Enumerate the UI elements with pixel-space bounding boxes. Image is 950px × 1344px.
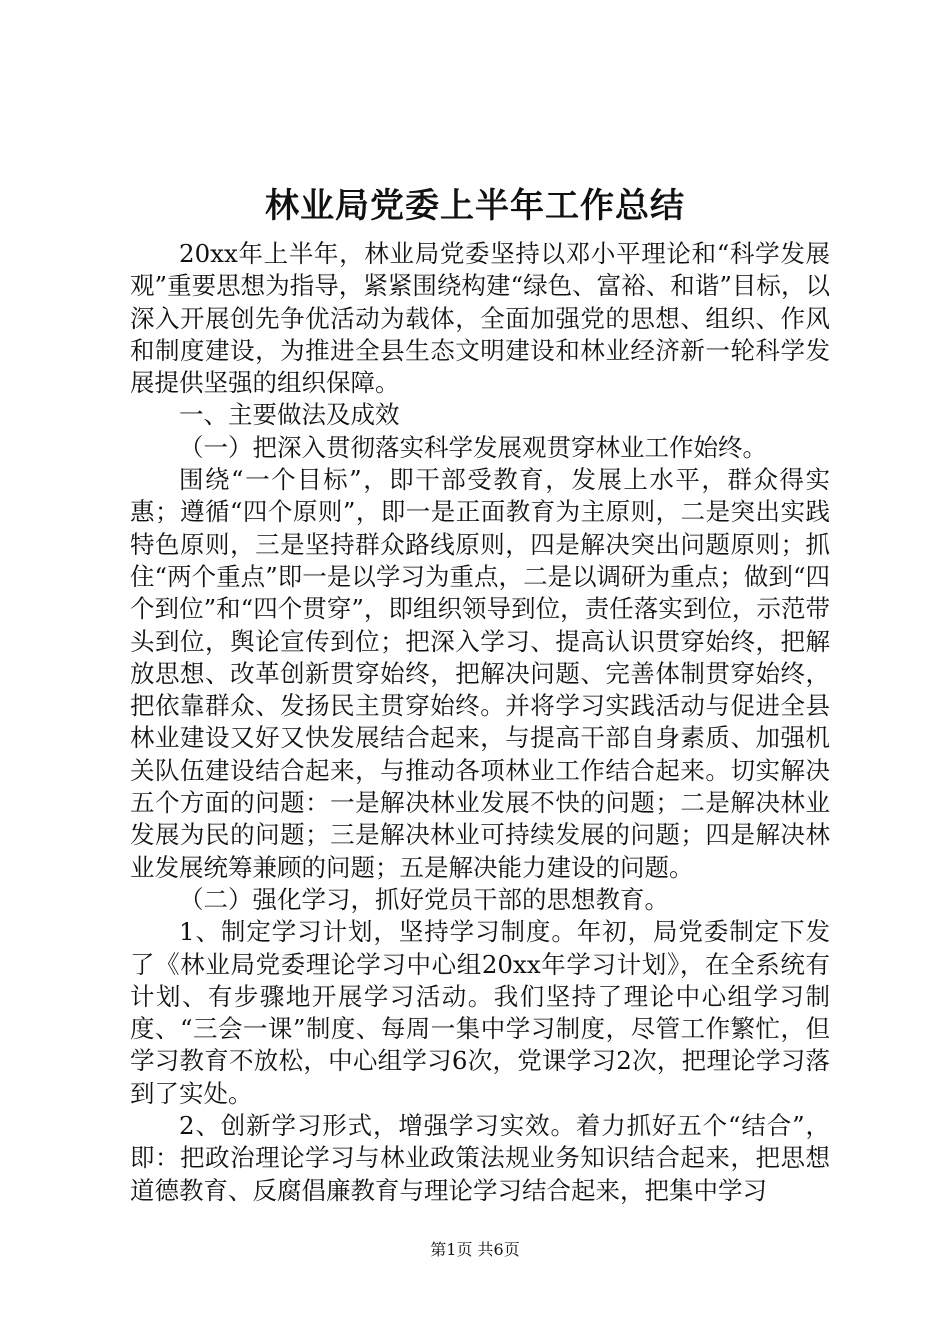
subsection-heading-2: （二）强化学习，抓好党员干部的思想教育。 — [179, 884, 669, 914]
page-number: 第1页 共6页 — [430, 1240, 520, 1259]
document-body — [130, 238, 830, 1207]
paragraph-study-form: 2、创新学习形式，增强学习实效。着力抓好五个“结合”，即：把政治理论学习与林业政策法规业务知识结合起来，把思想道德教育、反腐倡廉教育与理论学习结合起来，把集中学习 — [130, 1111, 830, 1205]
page-title: 林业局党委上半年工作总结 — [265, 186, 685, 226]
paragraph-intro: 20xx年上半年，林业局党委坚持以邓小平理论和“科学发展观”重要思想为指导，紧紧围绕构建“绿色、富裕、和谐”目标，以深入开展创先争优活动为载体，全面加强党的思想、组织、作风和制度建设，为推进全县生态文明建设和林业经济新一轮科学发展提供坚强的组织保障。 — [130, 239, 830, 398]
section-heading: 一、主要做法及成效 — [179, 400, 400, 430]
subsection-heading-1: （一）把深入贯彻落实科学发展观贯穿林业工作始终。 — [179, 432, 767, 462]
paragraph-body-1: 围绕“一个目标”，即干部受教育，发展上水平，群众得实惠；遵循“四个原则”，即一是正面教育为主原则，二是突出实践特色原则，三是坚持群众路线原则，四是解决突出问题原则；抓住“两个重点”即一是以学习为重点，二是以调研为重点；做到“四个到位”和“四个贯穿”，即组织领导到位，责任落实到位，示范带头到位，舆论宣传到位；把深入学习、提高认识贯穿始终，把解放思想、改革创新贯穿始终，把解决问题、完善体制贯穿始终，把依靠群众、发扬民主贯穿始终。并将学习实践活动与促进全县林业建设又好又快发展结合起来，与提高干部自身素质、加强机关队伍建设结合起来，与推动各项林业工作结合起来。切实解决五个方面的问题：一是解决林业发展不快的问题；二是解决林业发展为民的问题；三是解决林业可持续发展的问题；四是解决林业发展统筹兼顾的问题；五是解决能力建设的问题。 — [130, 465, 830, 882]
paragraph-study-plan: 1、制定学习计划，坚持学习制度。年初，局党委制定下发了《林业局党委理论学习中心组20xx年学习计划》，在全系统有计划、有步骤地开展学习活动。我们坚持了理论中心组学习制度、“三会一课”制度、每周一集中学习制度，尽管工作繁忙，但学习教育不放松，中心组学习6次，党课学习2次，把理论学习落到了实处。 — [130, 917, 830, 1108]
